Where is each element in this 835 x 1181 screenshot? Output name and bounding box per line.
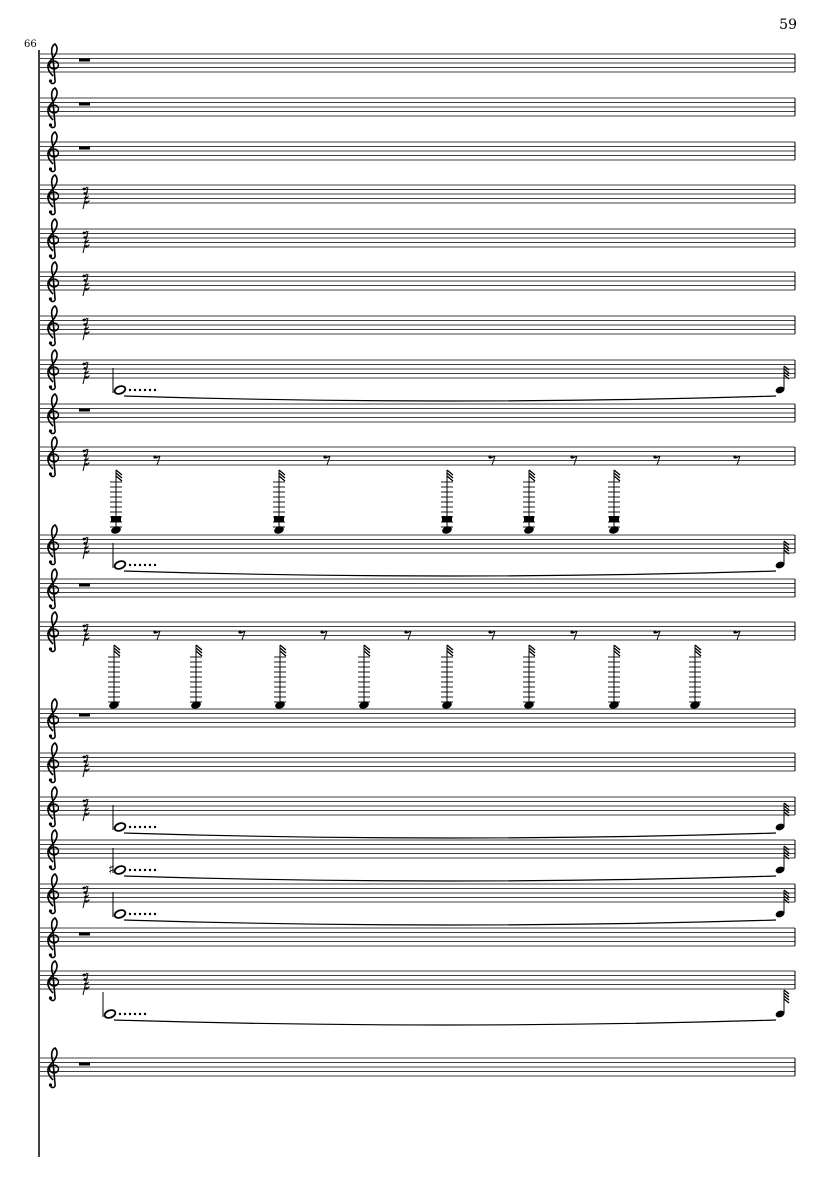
treble-clef-icon	[48, 306, 59, 346]
treble-clef-icon	[48, 569, 59, 609]
staff	[40, 743, 795, 783]
staff	[40, 699, 795, 739]
staff	[40, 350, 795, 390]
staff	[40, 175, 795, 215]
eighth-note	[523, 645, 535, 710]
whole-rest	[79, 584, 90, 587]
held-note	[103, 990, 789, 1025]
treble-clef-icon	[48, 874, 59, 914]
sixteenth-rest	[83, 624, 90, 646]
sixteenth-rest	[83, 449, 90, 471]
treble-clef-icon	[48, 743, 59, 783]
whole-rest	[79, 103, 90, 106]
sixteenth-rest	[83, 537, 90, 559]
sixteenth-rest	[83, 886, 90, 908]
eighth-note	[274, 645, 286, 710]
eighth-note	[110, 470, 122, 535]
treble-clef-icon	[48, 88, 59, 128]
sixteenth-rest	[83, 231, 90, 253]
staff	[40, 612, 795, 652]
eighth-note	[441, 645, 453, 710]
whole-rest	[79, 933, 90, 936]
sixteenth-rest	[83, 318, 90, 340]
sixteenth-rest	[83, 755, 90, 777]
page-number: 59	[779, 17, 797, 33]
treble-clef-icon	[48, 961, 59, 1001]
treble-clef-icon	[48, 437, 59, 477]
eighth-note	[523, 470, 535, 535]
whole-rest	[79, 59, 90, 62]
staff	[40, 394, 795, 434]
sharp-accidental: ♯	[108, 862, 115, 878]
treble-clef-icon	[48, 525, 59, 565]
staff	[40, 219, 795, 259]
eighth-note	[273, 470, 285, 535]
treble-clef-icon	[48, 262, 59, 302]
staff	[40, 787, 795, 827]
staff	[40, 306, 795, 346]
staff	[40, 525, 795, 565]
staves-group	[40, 44, 795, 1088]
staff	[40, 88, 795, 128]
eighth-note	[441, 470, 453, 535]
sixteenth-rest	[83, 274, 90, 296]
whole-rest	[79, 409, 90, 412]
treble-clef-icon	[48, 350, 59, 390]
sixteenth-rest	[83, 187, 90, 209]
treble-clef-icon	[48, 175, 59, 215]
measure-number: 66	[24, 39, 37, 50]
staff	[40, 569, 795, 609]
held-note	[113, 366, 789, 401]
treble-clef-icon	[48, 394, 59, 434]
staff	[40, 44, 795, 84]
staff	[40, 132, 795, 172]
eighth-note	[358, 645, 370, 710]
treble-clef-icon	[48, 219, 59, 259]
held-note	[108, 846, 789, 881]
staff	[40, 437, 795, 477]
sixteenth-rest	[83, 799, 90, 821]
sixteenth-rest	[83, 973, 90, 995]
treble-clef-icon	[48, 830, 59, 870]
treble-clef-icon	[48, 699, 59, 739]
held-note	[113, 890, 789, 925]
staff	[40, 918, 795, 958]
held-note	[113, 541, 789, 576]
sixteenth-rest	[83, 362, 90, 384]
staff	[40, 961, 795, 1001]
eighth-note	[190, 645, 202, 710]
treble-clef-icon	[48, 132, 59, 172]
eighth-note	[608, 470, 620, 535]
whole-rest	[79, 1063, 90, 1066]
whole-rest	[79, 147, 90, 150]
treble-clef-icon	[48, 612, 59, 652]
notes-group	[79, 59, 789, 1066]
held-note	[113, 803, 789, 838]
treble-clef-icon	[48, 787, 59, 827]
staff	[40, 1048, 795, 1088]
staff	[40, 262, 795, 302]
treble-clef-icon	[48, 1048, 59, 1088]
eighth-note	[689, 645, 701, 710]
eighth-note	[108, 645, 120, 710]
staff	[40, 874, 795, 914]
whole-rest	[79, 714, 90, 717]
treble-clef-icon	[48, 918, 59, 958]
treble-clef-icon	[48, 44, 59, 84]
eighth-note	[608, 645, 620, 710]
